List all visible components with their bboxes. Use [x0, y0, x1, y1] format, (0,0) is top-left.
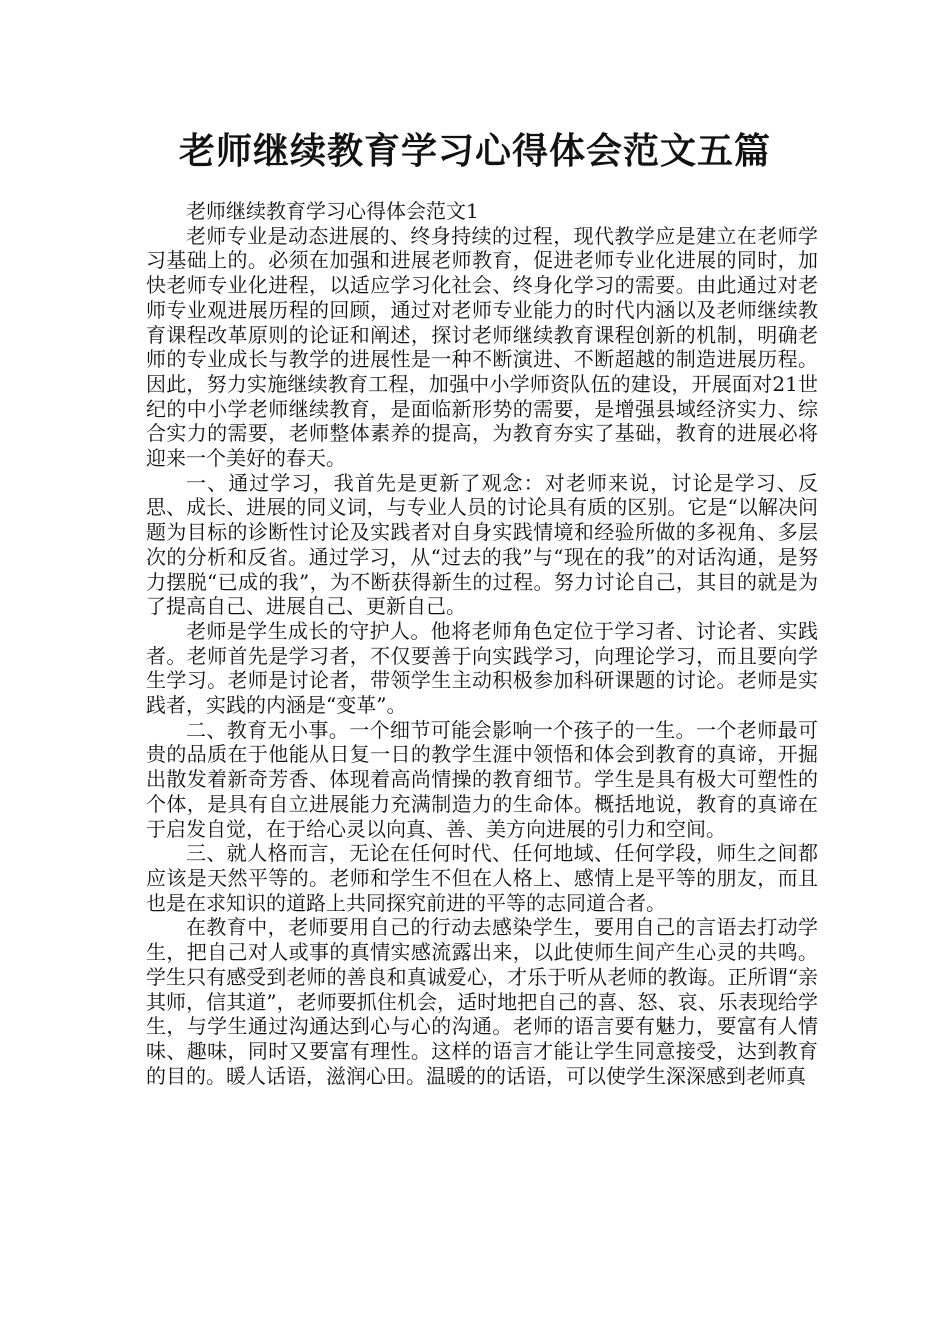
paragraph: 一、通过学习，我首先是更新了观念：对老师来说，讨论是学习、反思、成长、进展的同义词，与专业人员的讨论具有质的区别。它是“以解决问题为目标的诊断性讨论及实践者对自身实践情境和经验所做的多视角、多层次的分析和反省。通过学习，从“过去的我”与“现在的我”的对话沟通，是努力摆脱“已成的我”，为不断获得新生的过程。努力讨论自己，其目的就是为了提高自己、进展自己、更新自己。 — [146, 470, 818, 619]
document-body — [146, 199, 818, 1088]
paragraph: 二、教育无小事。一个细节可能会影响一个孩子的一生。一个老师最可贵的品质在于他能从日复一日的教学生涯中领悟和体会到教育的真谛，开掘出散发着新奇芳香、体现着高尚情操的教育细节。学生是具有极大可塑性的个体，是具有自立进展能力充满制造力的生命体。概括地说，教育的真谛在于启发自觉，在于给心灵以向真、善、美方向进展的引力和空间。 — [146, 717, 818, 841]
paragraph: 老师专业是动态进展的、终身持续的过程，现代教学应是建立在老师学习基础上的。必须在加强和进展老师教育，促进老师专业化进展的同时，加快老师专业化进程，以适应学习化社会、终身化学习的需要。由此通过对老师专业观进展历程的回顾，通过对老师专业能力的时代内涵以及老师继续教育课程改革原则的论证和阐述，探讨老师继续教育课程创新的机制，明确老师的专业成长与教学的进展性是一种不断演进、不断超越的制造进展历程。因此，努力实施继续教育工程，加强中小学师资队伍的建设，开展面对21世纪的中小学老师继续教育，是面临新形势的需要，是增强县域经济实力、综合实力的需要，老师整体素养的提高，为教育夯实了基础，教育的进展必将迎来一个美好的春天。 — [146, 223, 818, 471]
paragraph: 老师是学生成长的守护人。他将老师角色定位于学习者、讨论者、实践者。老师首先是学习者，不仅要善于向实践学习，向理论学习，而且要向学生学习。老师是讨论者，带领学生主动积极参加科研课题的讨论。老师是实践者，实践的内涵是“变革”。 — [146, 618, 818, 718]
paragraph: 在教育中，老师要用自己的行动去感染学生，要用自己的言语去打动学生，把自己对人或事的真情实感流露出来，以此使师生间产生心灵的共鸣。学生只有感受到老师的善良和真诚爱心，才乐于听从老师的教诲。正所谓“亲其师，信其道”，老师要抓住机会，适时地把自己的喜、怒、哀、乐表现给学生，与学生通过沟通达到心与心的沟通。老师的语言要有魅力，要富有人情味、趣味，同时又要富有理性。这样的语言才能让学生同意接受，达到教育的目的。暖人话语，滋润心田。温暖的的话语，可以使学生深深感到老师真 — [146, 915, 818, 1088]
section-heading: 老师继续教育学习心得体会范文1 — [186, 199, 479, 223]
paragraph: 三、就人格而言，无论在任何时代、任何地域、任何学段，师生之间都应该是天然平等的。老师和学生不但在人格上、感情上是平等的朋友，而且也是在求知识的道路上共同探究前进的平等的志同道合者。 — [146, 841, 818, 915]
document-title: 老师继续教育学习心得体会范文五篇 — [178, 131, 771, 172]
